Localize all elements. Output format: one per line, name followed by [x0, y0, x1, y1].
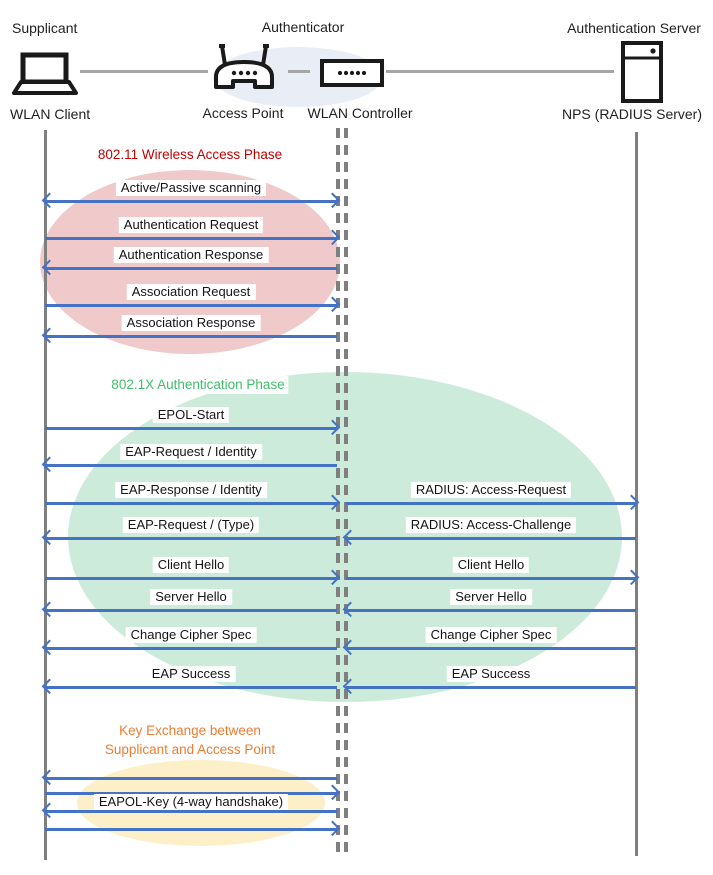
- message-arrow: [45, 609, 337, 612]
- connector-line: [288, 70, 310, 73]
- message-arrow: [45, 686, 337, 689]
- actor-role-supplicant: Supplicant: [12, 20, 78, 36]
- message-arrow: [45, 537, 337, 540]
- phase-title-keyexchange-line1: Key Exchange between: [115, 722, 265, 740]
- message-arrow: [45, 647, 337, 650]
- message-arrow: [45, 828, 337, 831]
- lifeline-wlan-client: [44, 130, 47, 860]
- message-arrow: [346, 502, 636, 505]
- message-arrow: [346, 686, 636, 689]
- device-label-nps: NPS (RADIUS Server): [561, 106, 703, 122]
- lifeline-wlan-controller-right: [344, 128, 348, 852]
- message-arrow: [45, 267, 337, 270]
- message-label: EAP Success: [447, 666, 536, 682]
- phase-title-dot1x: 802.1X Authentication Phase: [107, 376, 288, 394]
- message-label: Client Hello: [153, 557, 229, 573]
- access-point-icon: [210, 43, 278, 91]
- message-arrow: [45, 304, 337, 307]
- message-arrow: [45, 502, 337, 505]
- message-label: Change Cipher Spec: [426, 627, 557, 643]
- device-label-access-point: Access Point: [202, 105, 284, 121]
- message-label: Server Hello: [150, 589, 232, 605]
- wlan-controller-icon: [320, 59, 384, 87]
- message-label: EAP Success: [147, 666, 236, 682]
- message-label: EAP-Request / (Type): [123, 517, 259, 533]
- message-label: Association Response: [122, 315, 261, 331]
- device-label-wlan-client: WLAN Client: [10, 106, 91, 122]
- message-arrow: [45, 427, 337, 430]
- message-arrow: [346, 537, 636, 540]
- actor-role-authenticator: Authenticator: [261, 19, 345, 35]
- message-arrow: [45, 810, 337, 813]
- connector-line: [80, 70, 208, 73]
- message-arrow: [45, 464, 337, 467]
- message-label: Authentication Request: [119, 217, 263, 233]
- phase-title-wireless: 802.11 Wireless Access Phase: [94, 146, 286, 164]
- laptop-icon: [12, 52, 78, 98]
- message-label: Change Cipher Spec: [126, 627, 257, 643]
- server-icon: [620, 41, 664, 103]
- message-label: EAP-Request / Identity: [120, 444, 262, 460]
- message-arrow: [346, 647, 636, 650]
- message-label: RADIUS: Access-Challenge: [406, 517, 576, 533]
- message-label: Active/Passive scanning: [116, 180, 266, 196]
- connector-line: [386, 70, 614, 73]
- lifeline-nps: [635, 132, 638, 856]
- message-arrow: [45, 777, 337, 780]
- actor-role-authentication-server: Authentication Server: [567, 20, 701, 36]
- message-label: EAPOL-Key (4-way handshake): [94, 794, 288, 810]
- message-label: EPOL-Start: [153, 407, 229, 423]
- message-label: EAP-Response / Identity: [115, 482, 267, 498]
- message-arrow: [346, 577, 636, 580]
- message-label: Client Hello: [453, 557, 529, 573]
- message-label: RADIUS: Access-Request: [411, 482, 571, 498]
- message-arrow: [45, 577, 337, 580]
- message-label: Association Request: [127, 284, 256, 300]
- message-arrow: [45, 200, 337, 203]
- message-arrow: [346, 609, 636, 612]
- message-label: Authentication Response: [114, 247, 269, 263]
- device-label-wlan-controller: WLAN Controller: [307, 105, 413, 121]
- phase-title-keyexchange-line2: Supplicant and Access Point: [101, 741, 279, 759]
- message-label: Server Hello: [450, 589, 532, 605]
- message-arrow: [45, 237, 337, 240]
- message-arrow: [45, 335, 337, 338]
